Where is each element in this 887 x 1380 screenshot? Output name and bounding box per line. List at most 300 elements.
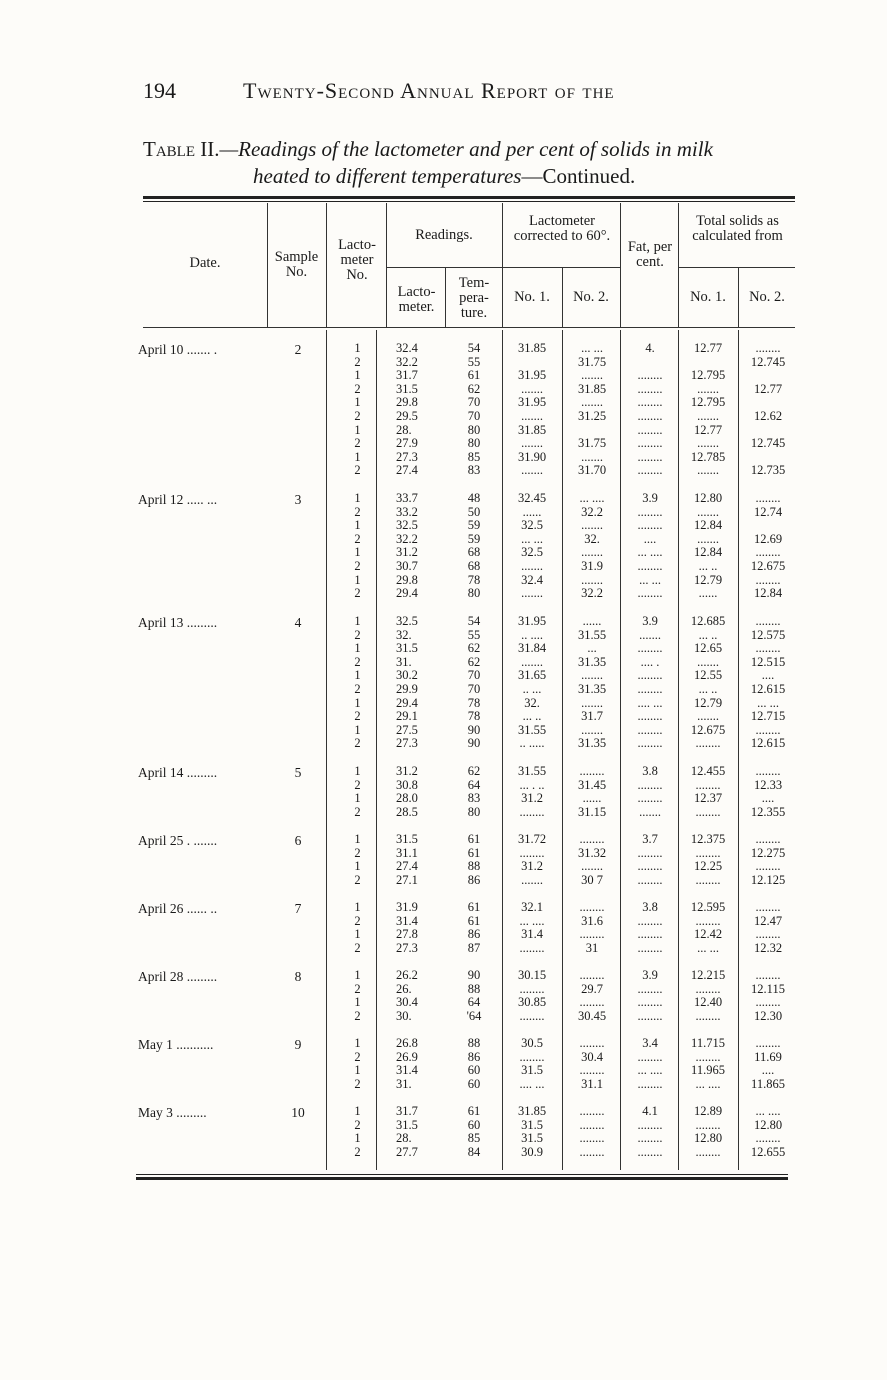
total-solids-no1: .......: [697, 504, 719, 519]
lactometer-reading: 32.5: [396, 614, 418, 628]
temperature-reading: 86: [467, 927, 481, 942]
corrected-no2: .......: [581, 518, 603, 533]
table-row: [0, 519, 887, 533]
corrected-no1: 31.95: [517, 395, 547, 410]
corrected-no1: 31.4: [521, 927, 543, 942]
total-solids-no1: 12.25: [693, 859, 723, 874]
lactometer-reading: 30.7: [396, 558, 418, 573]
corrected-no2: 31.35: [577, 681, 607, 696]
lactometer-reading: 27.3: [396, 940, 418, 955]
group-sample-no: 5: [294, 765, 302, 780]
header-lactometer-no: Lacto- meter No.: [338, 237, 376, 283]
lactometer-reading: 30.: [396, 1008, 412, 1023]
lactometer-reading: 32.5: [396, 518, 418, 533]
table-row: [0, 1105, 887, 1119]
table-row: [0, 779, 887, 793]
lactometer-number: 2: [354, 654, 361, 669]
total-solids-no1: 11.715: [691, 1036, 725, 1050]
corrected-no1: ... ..: [522, 709, 542, 724]
total-solids-no1: ... ..: [698, 681, 718, 696]
corrected-no2: 31.75: [577, 354, 607, 369]
corrected-no2: ...: [587, 641, 597, 656]
lactometer-number: 1: [354, 995, 361, 1010]
temperature-reading: 87: [467, 940, 481, 955]
fat-percent: ... ...: [639, 572, 661, 587]
corrected-no2: 31.25: [577, 408, 607, 423]
table-row: [0, 847, 887, 861]
header-no1: No. 1.: [514, 289, 550, 305]
temperature-reading: 59: [467, 531, 481, 546]
lactometer-reading: 31.1: [396, 845, 418, 860]
fat-percent: ... ....: [637, 1063, 663, 1078]
fat-percent: ........: [637, 1076, 663, 1091]
fat-percent: ........: [637, 913, 663, 928]
total-solids-no2: 12.74: [753, 504, 783, 519]
corrected-no1: 31.95: [517, 614, 547, 628]
table-row: [0, 1037, 887, 1051]
temperature-reading: 90: [467, 968, 481, 982]
table-row: [0, 737, 887, 751]
corrected-no2: 30 7: [581, 872, 603, 887]
fat-percent: ........: [637, 1117, 663, 1132]
temperature-reading: 62: [467, 381, 481, 396]
total-solids-no1: 12.595: [690, 900, 726, 914]
corrected-no1: 31.55: [517, 722, 547, 737]
corrected-no1: ........: [519, 981, 545, 996]
group-rows: [0, 1105, 887, 1159]
table-row: [0, 642, 887, 656]
lactometer-reading: 31.5: [396, 641, 418, 656]
temperature-reading: 88: [467, 859, 481, 874]
lactometer-reading: 32.: [396, 627, 412, 642]
corrected-no2: .......: [581, 572, 603, 587]
total-solids-no1: 12.785: [690, 449, 726, 464]
corrected-no1: 31.85: [517, 1104, 547, 1118]
fat-percent: ........: [637, 1144, 663, 1159]
corrected-no1: .......: [521, 558, 543, 573]
total-solids-no2: ........: [755, 764, 781, 778]
total-solids-no1: 12.685: [690, 614, 726, 628]
caption-continued: —Continued.: [521, 164, 636, 188]
total-solids-no1: ........: [695, 1117, 721, 1132]
lactometer-reading: 28.5: [396, 804, 418, 819]
group-rows: [0, 901, 887, 955]
lactometer-number: 1: [354, 1131, 361, 1146]
total-solids-no1: 12.37: [693, 791, 723, 806]
lactometer-reading: 31.5: [396, 1117, 418, 1132]
lactometer-number: 2: [354, 681, 361, 696]
lactometer-reading: 26.2: [396, 968, 418, 982]
header-ts-no2: No. 2.: [749, 289, 785, 305]
total-solids-no1: 12.77: [693, 422, 723, 437]
temperature-reading: 88: [467, 1036, 481, 1050]
fat-percent: .......: [639, 627, 661, 642]
total-solids-no2: ........: [755, 1036, 781, 1050]
total-solids-no2: 12.77: [753, 381, 783, 396]
lactometer-reading: 31.7: [396, 368, 418, 383]
temperature-reading: 62: [467, 764, 481, 778]
temperature-reading: 54: [467, 341, 481, 355]
header-readings: Readings.: [415, 227, 473, 243]
table-caption: [143, 136, 803, 190]
total-solids-no1: ... ...: [697, 940, 719, 955]
corrected-no1: .......: [521, 436, 543, 451]
corrected-no2: 31.6: [581, 913, 603, 928]
table-row: [0, 969, 887, 983]
corrected-no2: 31.70: [577, 463, 607, 478]
group-sample-no: 2: [294, 342, 302, 357]
group-rows: [0, 969, 887, 1023]
temperature-reading: 62: [467, 654, 481, 669]
fat-percent: ........: [637, 1131, 663, 1146]
fat-percent: ....: [643, 531, 657, 546]
temperature-reading: 68: [467, 545, 481, 560]
group-rows: [0, 615, 887, 751]
lactometer-number: 1: [354, 641, 361, 656]
lactometer-number: 2: [354, 1144, 361, 1159]
temperature-reading: 68: [467, 558, 481, 573]
table-top-rule: [143, 196, 795, 199]
total-solids-no2: 12.575: [750, 627, 786, 642]
total-solids-no1: 12.84: [693, 545, 723, 560]
total-solids-no2: ........: [755, 641, 781, 656]
table-row: [0, 356, 887, 370]
total-solids-no2: ........: [755, 722, 781, 737]
total-solids-no1: .......: [697, 709, 719, 724]
lactometer-reading: 30.8: [396, 777, 418, 792]
corrected-no1: 31.5: [521, 1131, 543, 1146]
corrected-no1: 32.45: [517, 491, 547, 505]
total-solids-no2: ....: [761, 668, 775, 683]
table-row: [0, 860, 887, 874]
fat-percent: ........: [637, 449, 663, 464]
corrected-no1: ........: [519, 1049, 545, 1064]
corrected-no2: ........: [579, 764, 605, 778]
corrected-no1: 31.55: [517, 764, 547, 778]
fat-percent: ........: [637, 668, 663, 683]
total-solids-no2: 12.84: [753, 586, 783, 601]
lactometer-reading: 31.2: [396, 545, 418, 560]
fat-percent: ... ....: [637, 545, 663, 560]
corrected-no2: 31.85: [577, 381, 607, 396]
corrected-no1: ... ....: [519, 913, 545, 928]
corrected-no1: 32.5: [521, 518, 543, 533]
lactometer-reading: 31.4: [396, 1063, 418, 1078]
fat-percent: ........: [637, 422, 663, 437]
total-solids-no2: ........: [755, 545, 781, 560]
corrected-no2: ........: [579, 995, 605, 1010]
total-solids-no2: 11.865: [751, 1076, 785, 1091]
fat-percent: ........: [637, 995, 663, 1010]
temperature-reading: 80: [467, 804, 481, 819]
total-solids-no2: 12.615: [750, 736, 786, 751]
lactometer-reading: 31.5: [396, 381, 418, 396]
group-date: May 3 .........: [138, 1105, 207, 1120]
total-solids-no1: 12.42: [693, 927, 723, 942]
group-sample-no: 7: [294, 901, 302, 916]
group-rows: [0, 342, 887, 478]
table-row: [0, 629, 887, 643]
corrected-no2: ......: [582, 614, 602, 628]
lactometer-number: 2: [354, 845, 361, 860]
corrected-no1: 32.1: [521, 900, 543, 914]
table-row: [0, 396, 887, 410]
total-solids-no1: 12.79: [693, 695, 723, 710]
fat-percent: ........: [637, 463, 663, 478]
lactometer-reading: 28.: [396, 422, 412, 437]
corrected-no2: .......: [581, 859, 603, 874]
table-row: [0, 506, 887, 520]
table-top-rule-thin: [143, 201, 795, 202]
lactometer-reading: 28.0: [396, 791, 418, 806]
corrected-no2: .......: [581, 449, 603, 464]
table-row: [0, 901, 887, 915]
lactometer-number: 1: [354, 695, 361, 710]
group-rows: [0, 1037, 887, 1091]
corrected-no2: .......: [581, 722, 603, 737]
group-date: April 28 .........: [138, 969, 218, 984]
fat-percent: ........: [637, 558, 663, 573]
corrected-no1: ... ...: [521, 531, 543, 546]
total-solids-no2: 12.47: [753, 913, 783, 928]
lactometer-number: 2: [354, 463, 361, 478]
total-solids-no2: 12.275: [750, 845, 786, 860]
table-row: [0, 669, 887, 683]
lactometer-reading: 31.: [396, 1076, 412, 1091]
temperature-reading: 83: [467, 791, 481, 806]
col-divider: [620, 203, 621, 328]
temperature-reading: 80: [467, 586, 481, 601]
fat-percent: 3.9: [642, 614, 658, 628]
table-row: [0, 451, 887, 465]
lactometer-reading: 31.9: [396, 900, 418, 914]
fat-percent: ........: [637, 395, 663, 410]
corrected-no1: 31.90: [517, 449, 547, 464]
lactometer-number: 2: [354, 777, 361, 792]
table-row: [0, 369, 887, 383]
total-solids-no1: 12.80: [693, 1131, 723, 1146]
header-subrule: [386, 267, 620, 268]
temperature-reading: 60: [467, 1117, 481, 1132]
total-solids-no2: ... ...: [757, 695, 779, 710]
corrected-no1: ........: [519, 940, 545, 955]
lactometer-number: 2: [354, 531, 361, 546]
lactometer-number: 1: [354, 422, 361, 437]
table-row: [0, 683, 887, 697]
total-solids-no2: ....: [761, 1063, 775, 1078]
corrected-no1: 32.: [524, 695, 540, 710]
lactometer-number: 1: [354, 859, 361, 874]
temperature-reading: '64: [466, 1008, 482, 1023]
corrected-no2: 31.45: [577, 777, 607, 792]
corrected-no1: 31.2: [521, 859, 543, 874]
temperature-reading: 83: [467, 463, 481, 478]
total-solids-no1: .......: [697, 654, 719, 669]
col-divider: [678, 203, 679, 328]
corrected-no2: .......: [581, 545, 603, 560]
lactometer-number: 2: [354, 709, 361, 724]
temperature-reading: 80: [467, 422, 481, 437]
header-ts-no1: No. 1.: [690, 289, 726, 305]
header-corrected: Lactometer corrected to 60°.: [513, 213, 611, 244]
total-solids-no1: ........: [695, 777, 721, 792]
table-row: [0, 656, 887, 670]
lactometer-number: 1: [354, 791, 361, 806]
temperature-reading: 78: [467, 695, 481, 710]
fat-percent: .... ...: [637, 695, 663, 710]
table-row: [0, 915, 887, 929]
temperature-reading: 84: [467, 1144, 481, 1159]
fat-percent: ........: [637, 859, 663, 874]
lactometer-number: 2: [354, 381, 361, 396]
corrected-no2: .......: [581, 368, 603, 383]
corrected-no2: .......: [581, 695, 603, 710]
lactometer-number: 2: [354, 1076, 361, 1091]
corrected-no2: 32.2: [581, 586, 603, 601]
lactometer-reading: 27.4: [396, 463, 418, 478]
total-solids-no1: .......: [697, 436, 719, 451]
temperature-reading: 90: [467, 722, 481, 737]
corrected-no2: .......: [581, 395, 603, 410]
total-solids-no1: ........: [695, 1049, 721, 1064]
temperature-reading: 78: [467, 572, 481, 587]
corrected-no1: ........: [519, 845, 545, 860]
lactometer-reading: 27.3: [396, 449, 418, 464]
corrected-no2: ........: [579, 927, 605, 942]
lactometer-number: 2: [354, 1049, 361, 1064]
fat-percent: 3.4: [642, 1036, 658, 1050]
corrected-no2: ........: [579, 832, 605, 846]
caption-line2: heated to different temperatures: [253, 164, 522, 188]
corrected-no1: 30.9: [521, 1144, 543, 1159]
fat-percent: ........: [637, 586, 663, 601]
total-solids-no2: ........: [755, 491, 781, 505]
fat-percent: 4.1: [642, 1104, 658, 1118]
group-date: May 1 ...........: [138, 1037, 214, 1052]
table-row: [0, 996, 887, 1010]
table-row: [0, 765, 887, 779]
corrected-no2: 31.7: [581, 709, 603, 724]
total-solids-no2: 12.715: [750, 709, 786, 724]
group-rows: [0, 765, 887, 819]
lactometer-reading: 27.3: [396, 736, 418, 751]
total-solids-no2: 12.745: [750, 354, 786, 369]
temperature-reading: 85: [467, 449, 481, 464]
temperature-reading: 54: [467, 614, 481, 628]
total-solids-no1: ........: [695, 872, 721, 887]
total-solids-no1: .......: [697, 381, 719, 396]
corrected-no2: 31.35: [577, 654, 607, 669]
total-solids-no2: ........: [755, 995, 781, 1010]
table-row: [0, 1064, 887, 1078]
fat-percent: ........: [637, 1008, 663, 1023]
lactometer-reading: 27.5: [396, 722, 418, 737]
temperature-reading: 50: [467, 504, 481, 519]
fat-percent: ........: [637, 981, 663, 996]
header-fat: Fat, per cent.: [627, 239, 673, 270]
lactometer-number: 2: [354, 354, 361, 369]
group-date: April 13 .........: [138, 615, 218, 630]
total-solids-no2: 12.515: [750, 654, 786, 669]
fat-percent: ........: [637, 722, 663, 737]
lactometer-number: 1: [354, 449, 361, 464]
corrected-no1: 31.84: [517, 641, 547, 656]
lactometer-reading: 27.7: [396, 1144, 418, 1159]
lactometer-reading: 32.4: [396, 341, 418, 355]
temperature-reading: 61: [467, 1104, 481, 1118]
lactometer-reading: 29.8: [396, 395, 418, 410]
table-bottom-rule: [136, 1174, 788, 1175]
total-solids-no1: ........: [695, 804, 721, 819]
corrected-no1: 32.4: [521, 572, 543, 587]
total-solids-no2: ........: [755, 572, 781, 587]
table-row: [0, 724, 887, 738]
corrected-no2: ........: [579, 1144, 605, 1159]
header-total-solids: Total solids as calculated from: [692, 213, 783, 244]
total-solids-no1: ......: [698, 586, 718, 601]
temperature-reading: 61: [467, 832, 481, 846]
fat-percent: ........: [637, 791, 663, 806]
table-row: [0, 492, 887, 506]
total-solids-no1: .......: [697, 463, 719, 478]
total-solids-no2: 12.745: [750, 436, 786, 451]
total-solids-no1: ........: [695, 1144, 721, 1159]
temperature-reading: 70: [467, 681, 481, 696]
corrected-no1: 31.65: [517, 668, 547, 683]
temperature-reading: 80: [467, 436, 481, 451]
header-subrule: [678, 267, 795, 268]
lactometer-number: 1: [354, 668, 361, 683]
lactometer-number: 2: [354, 1008, 361, 1023]
corrected-no1: ........: [519, 804, 545, 819]
total-solids-no1: ........: [695, 913, 721, 928]
table-row: [0, 697, 887, 711]
running-title: Twenty-Second Annual Report of the: [243, 78, 615, 103]
fat-percent: 3.9: [642, 968, 658, 982]
lactometer-number: 2: [354, 913, 361, 928]
total-solids-no1: 12.80: [693, 491, 723, 505]
corrected-no1: 31.85: [517, 341, 547, 355]
fat-percent: 3.8: [642, 900, 658, 914]
corrected-no1: 31.5: [521, 1117, 543, 1132]
fat-percent: ........: [637, 518, 663, 533]
lactometer-number: 2: [354, 940, 361, 955]
total-solids-no1: 12.675: [690, 722, 726, 737]
table-row: [0, 792, 887, 806]
temperature-reading: 78: [467, 709, 481, 724]
corrected-no1: 31.85: [517, 422, 547, 437]
fat-percent: ........: [637, 368, 663, 383]
table-row: [0, 615, 887, 629]
temperature-reading: 48: [467, 491, 481, 505]
lactometer-reading: 31.: [396, 654, 412, 669]
total-solids-no2: ........: [755, 927, 781, 942]
lactometer-number: 2: [354, 436, 361, 451]
table-row: [0, 1132, 887, 1146]
corrected-no2: ........: [579, 900, 605, 914]
fat-percent: ........: [637, 736, 663, 751]
group-date: April 25 . .......: [138, 833, 218, 848]
total-solids-no2: ........: [755, 832, 781, 846]
temperature-reading: 90: [467, 736, 481, 751]
corrected-no1: 31.5: [521, 1063, 543, 1078]
group-date: April 14 .........: [138, 765, 218, 780]
total-solids-no2: 12.62: [753, 408, 783, 423]
temperature-reading: 86: [467, 1049, 481, 1064]
group-sample-no: 3: [294, 492, 302, 507]
total-solids-no1: ... ..: [698, 558, 718, 573]
total-solids-no2: 12.80: [753, 1117, 783, 1132]
